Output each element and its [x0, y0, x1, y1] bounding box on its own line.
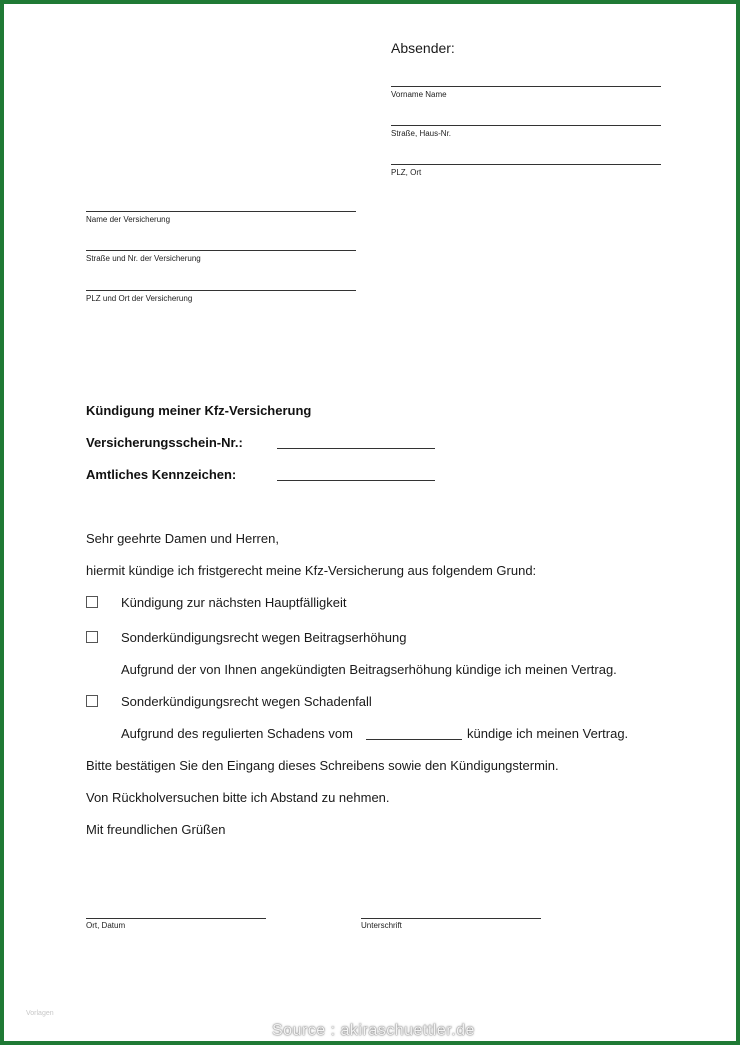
insurer-name-label: Name der Versicherung	[86, 215, 171, 224]
sender-city-line	[391, 164, 661, 165]
insurer-city-label: PLZ und Ort der Versicherung	[86, 294, 193, 303]
premium-increase-detail: Aufgrund der von Ihnen angekündigten Beitragserhöhung kündige ich meinen Vertrag.	[121, 662, 617, 677]
option-regular-termination: Kündigung zur nächsten Hauptfälligkeit	[121, 595, 347, 610]
sender-street-line	[391, 125, 661, 126]
sender-street-label: Straße, Haus-Nr.	[391, 129, 452, 138]
option-premium-increase: Sonderkündigungsrecht wegen Beitragserhöhung	[121, 630, 407, 645]
checkbox-premium-increase[interactable]	[86, 631, 98, 643]
sender-city-label: PLZ, Ort	[391, 168, 422, 177]
template-watermark: Vorlagen	[26, 1010, 54, 1017]
letter-subject: Kündigung meiner Kfz-Versicherung	[86, 403, 312, 418]
license-plate-label: Amtliches Kennzeichen:	[86, 467, 237, 482]
insurer-street-label: Straße und Nr. der Versicherung	[86, 254, 201, 263]
insurer-street-line	[86, 250, 356, 251]
policy-number-blank	[277, 448, 435, 449]
place-date-label: Ort, Datum	[86, 921, 126, 930]
confirmation-request: Bitte bestätigen Sie den Eingang dieses Schreibens sowie den Kündigungstermin.	[86, 758, 559, 773]
insurer-city-line	[86, 290, 356, 291]
closing-greeting: Mit freundlichen Grüßen	[86, 822, 226, 837]
salutation: Sehr geehrte Damen und Herren,	[86, 531, 279, 546]
signature-line	[361, 918, 541, 919]
insurer-name-line	[86, 211, 356, 212]
source-watermark: Source : akiraschuettler.de	[272, 1022, 475, 1039]
license-plate-blank	[277, 480, 435, 481]
intro-sentence: hiermit kündige ich fristgerecht meine Kfz-Versicherung aus folgendem Grund:	[86, 563, 537, 578]
checkbox-regular-termination[interactable]	[86, 596, 98, 608]
policy-number-label: Versicherungsschein-Nr.:	[86, 435, 243, 450]
sender-name-line	[391, 86, 661, 87]
signature-label: Unterschrift	[361, 921, 402, 930]
sender-heading: Absender:	[391, 40, 455, 56]
damage-date-blank	[366, 739, 462, 740]
damage-claim-detail-start: Aufgrund des regulierten Schadens vom	[121, 726, 353, 741]
place-date-line	[86, 918, 266, 919]
damage-claim-detail-end: kündige ich meinen Vertrag.	[467, 726, 629, 741]
sender-name-label: Vorname Name	[391, 90, 447, 99]
checkbox-damage-claim[interactable]	[86, 695, 98, 707]
no-retention-note: Von Rückholversuchen bitte ich Abstand zu nehmen.	[86, 790, 390, 805]
option-damage-claim: Sonderkündigungsrecht wegen Schadenfall	[121, 694, 372, 709]
